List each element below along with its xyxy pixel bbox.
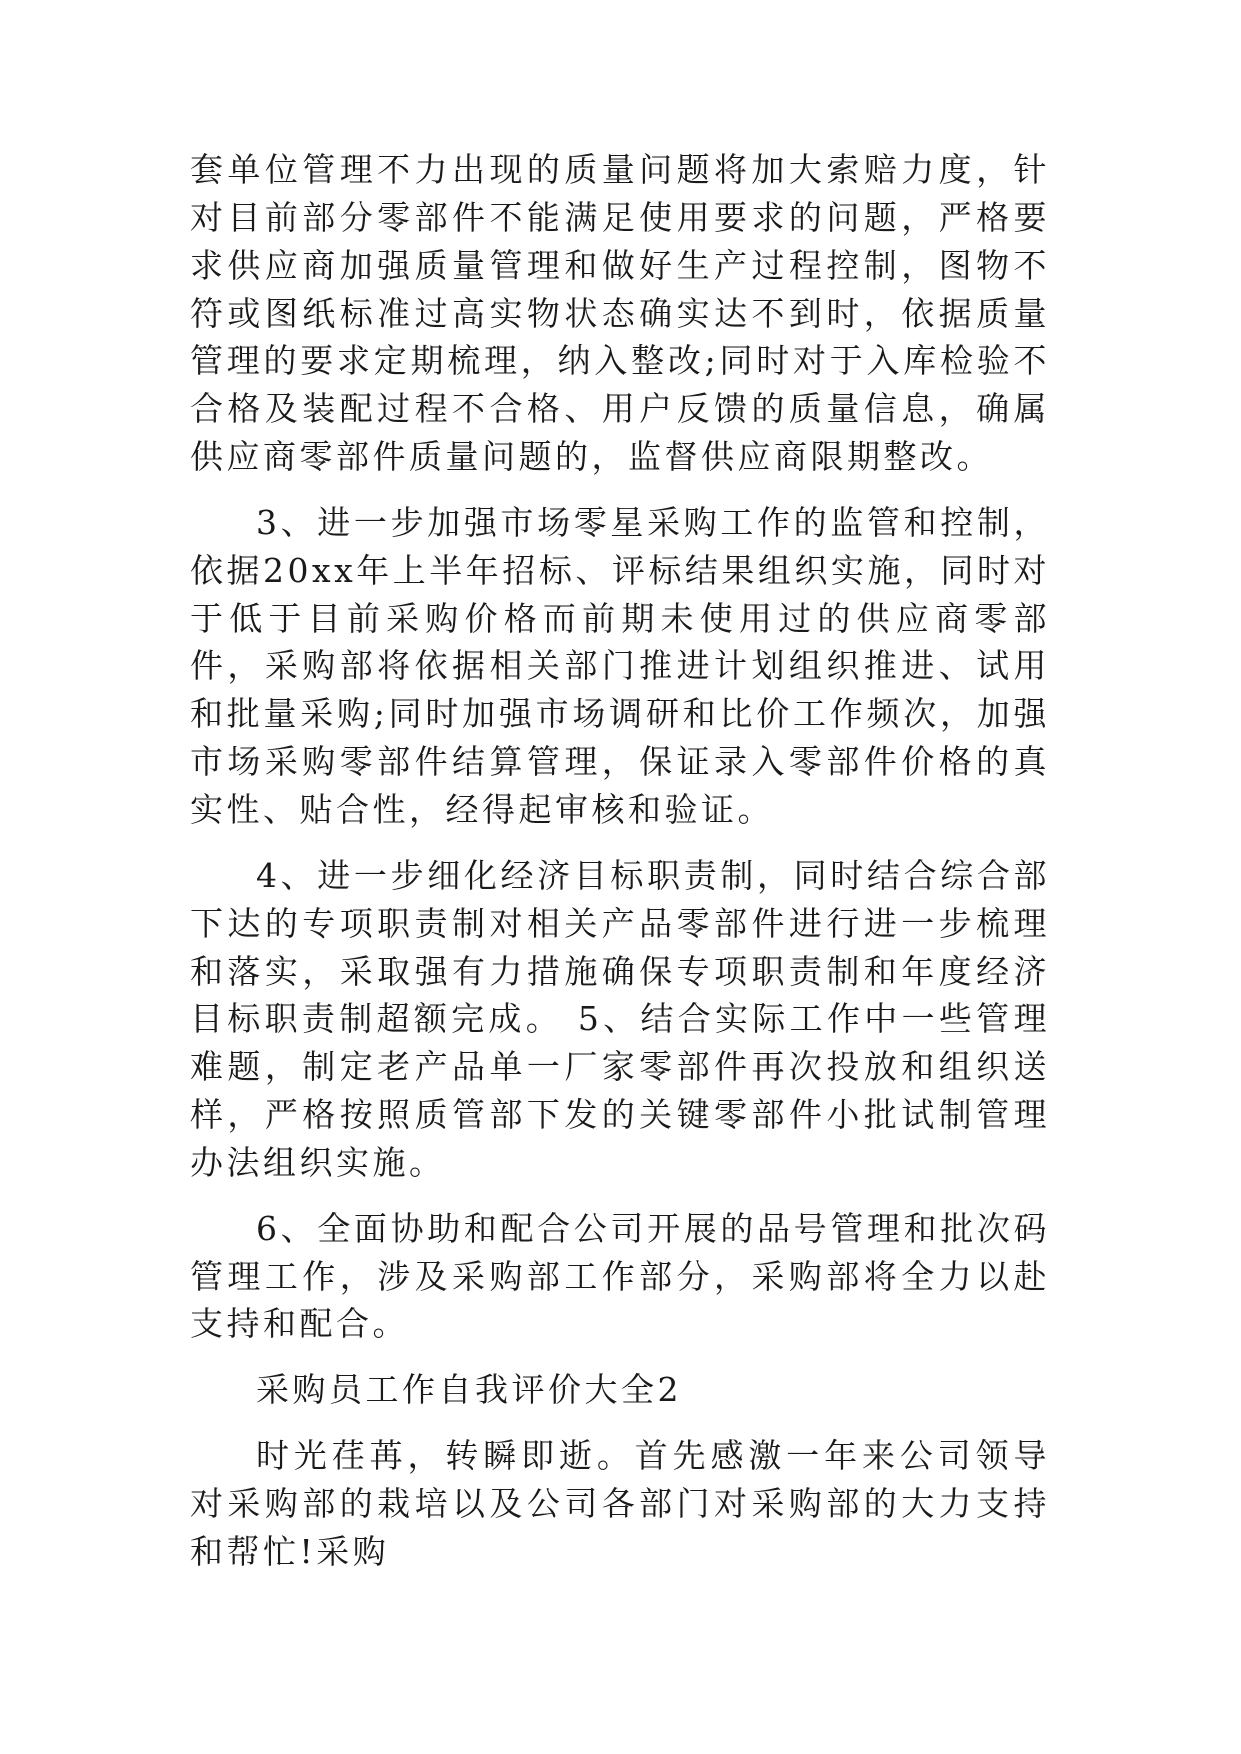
paragraph-continuation: 套单位管理不力出现的质量问题将加大索赔力度，针对目前部分零部件不能满足使用要求的问题，严格要求供应商加强质量管理和做好生产过程控制，图物不符或图纸标准过高实物状态确实达不到时，依据质量管理的要求定期梳理，纳入整改;同时对于入库检验不合格及装配过程不合格、用户反馈的质量信息，确属供应商零部件质量问题的，监督供应商限期整改。 (190, 150, 1050, 477)
paragraph-item-6: 6、全面协助和配合公司开展的品号管理和批次码管理工作，涉及采购部工作部分，采购部将全力以赴支持和配合。 (190, 1208, 1050, 1344)
paragraph-item-3: 3、进一步加强市场零星采购工作的监管和控制，依据20xx年上半年招标、评标结果组织实施，同时对于低于目前采购价格而前期未使用过的供应商零部件，采购部将依据相关部门推进计划组织推进、试用和批量采购;同时加强市场调研和比价工作频次，加强市场采购零部件结算管理，保证录入零部件价格的真实性、贴合性，经得起审核和验证。 (190, 502, 1050, 829)
paragraph-intro: 时光荏苒，转瞬即逝。首先感激一年来公司领导对采购部的栽培以及公司各部门对采购部的大力支持和帮忙!采购 (190, 1436, 1050, 1571)
section-title: 采购员工作自我评价大全2 (256, 1370, 682, 1410)
paragraph-item-4-5: 4、进一步细化经济目标职责制，同时结合综合部下达的专项职责制对相关产品零部件进行进一步梳理和落实，采取强有力措施确保专项职责制和年度经济目标职责制超额完成。 5、结合实际工作中一些管理难题，制定老产品单一厂家零部件再次投放和组织送样，严格按照质管部下发的关键零部件小批试制管理办法组织实施。 (190, 855, 1050, 1182)
document-body (190, 146, 1050, 1594)
